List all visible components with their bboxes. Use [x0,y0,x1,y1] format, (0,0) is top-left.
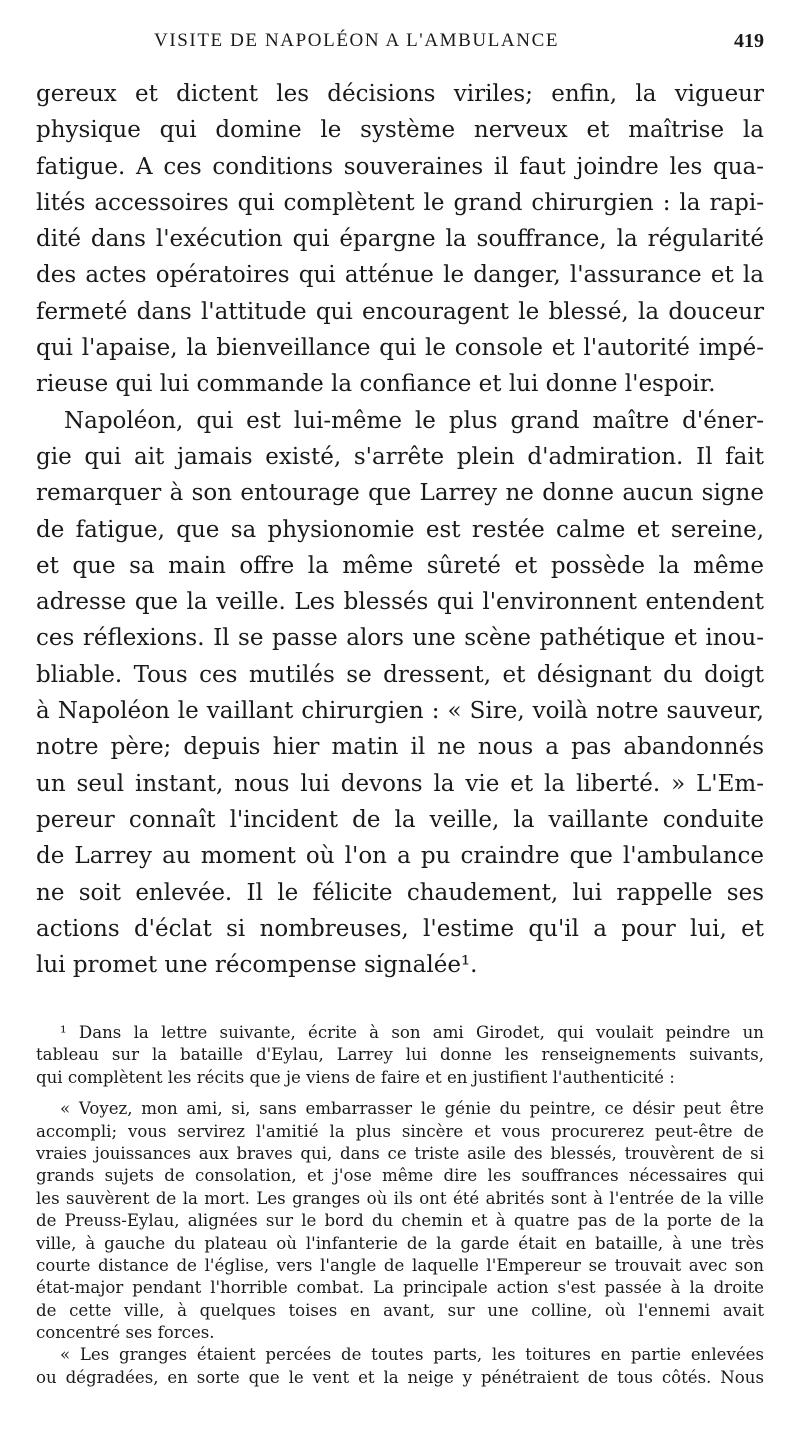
footnote-line: qui complètent les récits que je viens de faire et en justifient l'authenticité : [36,1067,675,1087]
running-head: VISITE DE NAPOLÉON A L'AMBULANCE [154,30,560,51]
page-number: 419 [734,30,764,52]
footnote-line: concentré ses forces. [36,1323,215,1343]
text-line: à Napoléon le vaillant chirurgien : « Sire, voilà notre sauveur, [36,698,764,725]
text-line: lités accessoires qui complètent le grand chirurgien : la rapi- [36,189,764,216]
text-line: de fatigue, que sa physionomie est restée calme et sereine, [36,516,764,543]
text-line: dité dans l'exécution qui épargne la souffrance, la régularité [36,226,764,253]
text-line: fatigue. A ces conditions souveraines il faut joindre les qua- [36,153,764,180]
text-line: rieuse qui lui commande la confiance et lui donne l'espoir. [36,371,716,398]
text-line: Napoléon, qui est lui-même le plus grand maître d'éner- [64,407,764,434]
text-line: de Larrey au moment où l'on a pu craindre que l'ambulance [36,843,764,870]
text-line: un seul instant, nous lui devons la vie et la liberté. » L'Em- [36,770,764,797]
text-line: ces réflexions. Il se passe alors une scène pathétique et inou- [36,625,764,652]
footnote-line: les sauvèrent de la mort. Les granges où ils ont été abrités sont à l'entrée de la ville [36,1188,764,1208]
main-text [36,76,764,983]
text-line: physique qui domine le système nerveux et maîtrise la [36,117,764,144]
text-line: fermeté dans l'attitude qui encouragent le blessé, la douceur [36,298,764,325]
text-line: ne soit enlevée. Il le félicite chaudement, lui rappelle ses [36,879,764,906]
footnote-line: courte distance de l'église, vers l'angle de laquelle l'Empereur se trouvait avec son [36,1255,764,1275]
footnote-line: grands sujets de consolation, et j'ose même dire les souffrances nécessaires qui [36,1166,764,1186]
footnote-line: « Voyez, mon ami, si, sans embarrasser le génie du peintre, ce désir peut être [60,1099,764,1119]
footnote-line: ville, à gauche du plateau où l'infanterie de la garde était en bataille, à une très [36,1233,764,1253]
footnote-line: état-major pendant l'horrible combat. La principale action s'est passée à la droite [36,1278,764,1298]
text-line: lui promet une récompense signalée¹. [36,952,478,979]
text-line: pereur connaît l'incident de la veille, la vaillante conduite [36,806,764,833]
text-line: et que sa main offre la même sûreté et possède la même [36,552,764,579]
footnote-line: de Preuss-Eylau, alignées sur le bord du chemin et à quatre pas de la porte de la [36,1211,764,1231]
footnote [36,1022,764,1389]
text-line: remarquer à son entourage que Larrey ne donne aucun signe [36,480,764,507]
footnote-line: de cette ville, à quelques toises en avant, sur une colline, où l'ennemi avait [36,1300,764,1320]
text-line: gereux et dictent les décisions viriles; enfin, la vigueur [36,81,764,107]
text-line: bliable. Tous ces mutilés se dressent, et désignant du doigt [36,661,764,688]
footnote-line: « Les granges étaient percées de toutes parts, les toitures en partie enlevées [60,1345,764,1365]
text-line: notre père; depuis hier matin il ne nous a pas abandonnés [36,734,764,761]
footnote-line: accompli; vous servirez l'amitié la plus sincère et vous procurerez peut-être de [36,1121,764,1141]
text-line: qui l'apaise, la bienveillance qui le console et l'autorité impé- [36,335,764,362]
text-line: actions d'éclat si nombreuses, l'estime qu'il a pour lui, et [36,915,764,942]
text-line: des actes opératoires qui atténue le danger, l'assurance et la [36,262,764,289]
text-line: adresse que la veille. Les blessés qui l'environnent entendent [36,589,764,616]
footnote-line: tableau sur la bataille d'Eylau, Larrey lui donne les renseignements suivants, [36,1045,764,1065]
text-line: gie qui ait jamais existé, s'arrête plein d'admiration. Il fait [36,443,764,470]
footnote-line: ou dégradées, en sorte que le vent et la neige y pénétraient de tous côtés. Nous [36,1367,764,1387]
footnote-line: ¹ Dans la lettre suivante, écrite à son ami Girodet, qui voulait peindre un [60,1023,764,1042]
paragraph-gap [36,1089,764,1098]
footnote-line: vraies jouissances aux braves qui, dans ce triste asile des blessés, trouvèrent de si [36,1143,764,1163]
page-header [36,30,764,56]
